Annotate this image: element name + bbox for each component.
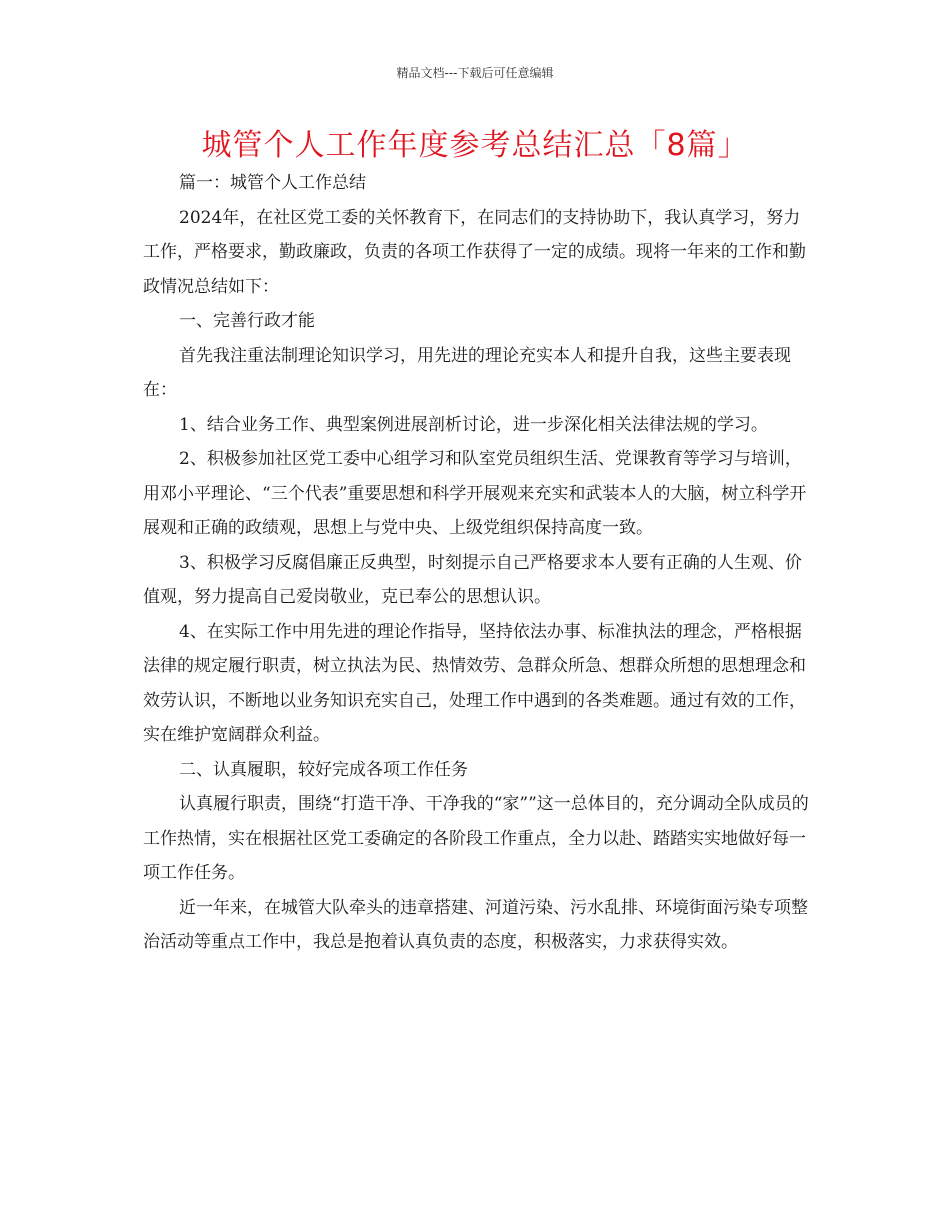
body-paragraph: 2024年，在社区党工委的关怀教育下，在同志们的支持协助下，我认真学习，努力工作，严格要求，勤政廉政，负责的各项工作获得了一定的成绩。现将一年来的工作和勤政情况总结如下： xyxy=(143,207,806,297)
body-paragraph: 首先我注重法制理论知识学习，用先进的理论充实本人和提升自我，这些主要表现在： xyxy=(143,345,791,400)
body-paragraph: 近一年来，在城管大队牵头的违章搭建、河道污染、污水乱排、环境街面污染专项整治活动等重点工作中，我总是抱着认真负责的态度，积极落实，力求获得实效。 xyxy=(143,897,808,952)
list-item: 4、在实际工作中用先进的理论作指导，坚持依法办事、标准执法的理念，严格根据法律的规定履行职责，树立执法为民、热情效劳、急群众所急、想群众所想的思想理念和效劳认识，不断地以业务知识充实自己，处理工作中遇到的各类难题。通过有效的工作，实在维护宽阔群众利益。 xyxy=(143,621,806,745)
list-item: 2、积极参加社区党工委中心组学习和队室党员组织生活、党课教育等学习与培训，用邓小平理论、“三个代表”重要思想和科学开展观来充实和武装本人的大脑，树立科学开展观和正确的政绩观，思想上与党中央、上级党组织保持高度一致。 xyxy=(143,449,807,538)
body-paragraph: 认真履行职责，围绕“打造干净、干净我的“家””这一总体目的，充分调动全队成员的工作热情，实在根据社区党工委确定的各阶段工作重点，全力以赴、踏踏实实地做好每一项工作任务。 xyxy=(143,794,809,883)
document-title: 城管个人工作年度参考总结汇总「8篇」 xyxy=(201,128,749,163)
subsection-heading: 二、认真履职，较好完成各项工作任务 xyxy=(179,759,468,780)
section-heading: 篇一：城管个人工作总结 xyxy=(179,173,366,193)
list-item: 1、结合业务工作、典型案例进展剖析讨论，进一步深化相关法律法规的学习。 xyxy=(179,414,768,435)
subsection-heading: 一、完善行政才能 xyxy=(179,311,315,331)
page-header-note: 精品文档---下载后可任意编辑 xyxy=(396,66,554,80)
list-item: 3、积极学习反腐倡廉正反典型，时刻提示自己严格要求本人要有正确的人生观、价值观，努力提高自己爱岗敬业，克已奉公的思想认识。 xyxy=(143,552,802,607)
document-body xyxy=(143,166,811,960)
